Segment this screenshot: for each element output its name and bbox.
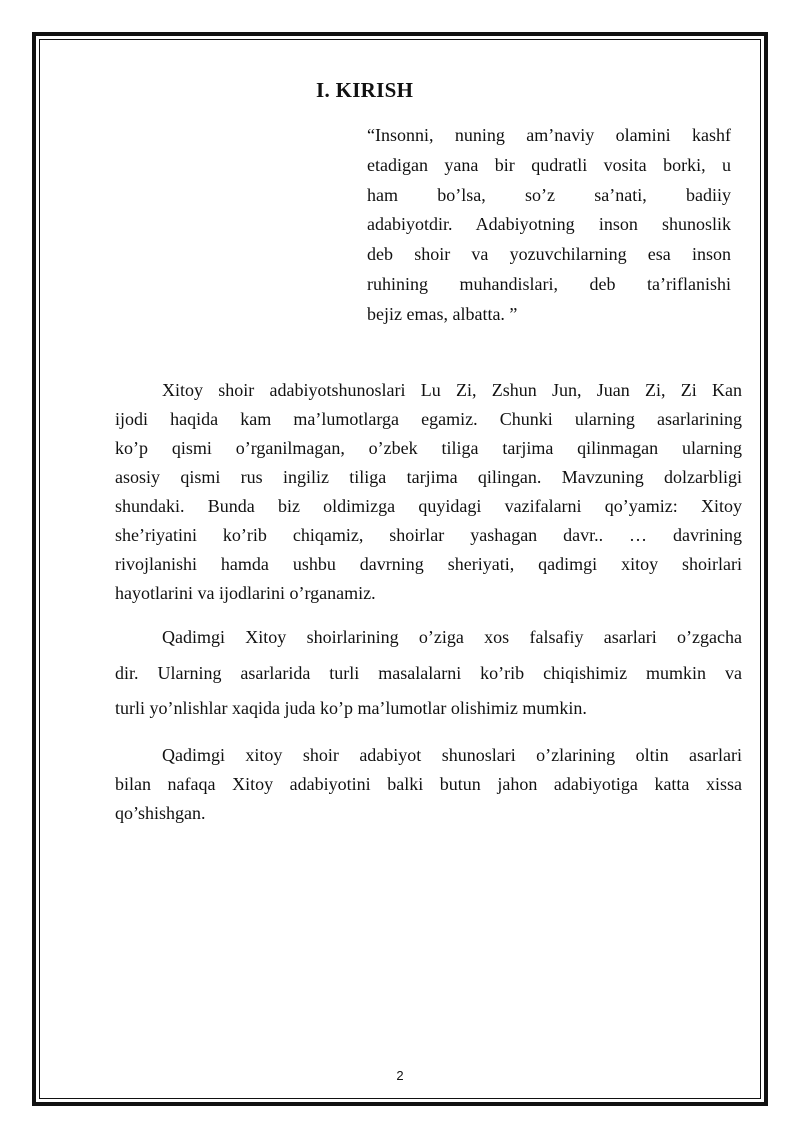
- paragraph-line: Qadimgi Xitoy shoirlarining o’ziga xos falsafiy asarlari o’zgacha: [162, 627, 742, 647]
- paragraph-3: [115, 741, 742, 828]
- paragraph-1: [115, 376, 742, 608]
- epigraph-line: ruhining muhandislari, deb ta’riflanishi: [367, 273, 731, 294]
- epigraph-line: “Insonni, nuning am’naviy olamini kashf: [367, 125, 731, 145]
- paragraph-line: rivojlanishi hamda ushbu davrning sheriyati, qadimgi xitoy shoirlari: [115, 554, 742, 574]
- paragraph-line: ijodi haqida kam ma’lumotlarga egamiz. Chunki ularning asarlarining: [115, 409, 742, 429]
- epigraph-line: bejiz emas, albatta. ”: [367, 303, 518, 324]
- paragraph-line: hayotlarini va ijodlarini o’rganamiz.: [115, 583, 376, 603]
- paragraph-line: bilan nafaqa Xitoy adabiyotini balki butun jahon adabiyotiga katta xissa: [115, 774, 742, 794]
- epigraph-quote: [367, 121, 731, 330]
- paragraph-line: asosiy qismi rus ingiliz tiliga tarjima qilingan. Mavzuning dolzarbligi: [115, 467, 742, 487]
- paragraph-line: Qadimgi xitoy shoir adabiyot shunoslari o’zlarining oltin asarlari: [162, 745, 742, 765]
- epigraph-line: deb shoir va yozuvchilarning esa inson: [367, 244, 731, 265]
- paragraph-line: turli yo’nlishlar xaqida juda ko’p ma’lumotlar olishimiz mumkin.: [115, 698, 587, 718]
- epigraph-line: adabiyotdir. Adabiyotning inson shunoslik: [367, 214, 731, 235]
- paragraph-line: dir. Ularning asarlarida turli masalalarni ko’rib chiqishimiz mumkin va: [115, 662, 742, 683]
- paragraph-2: [115, 620, 742, 727]
- epigraph-line: ham bo’lsa, so’z sa’nati, badiiy: [367, 184, 731, 205]
- paragraph-line: qo’shishgan.: [115, 803, 206, 823]
- paragraph-line: shundaki. Bunda biz oldimizga quyidagi vazifalarni qo’yamiz: Xitoy: [115, 496, 742, 516]
- paragraph-line: ko’p qismi o’rganilmagan, o’zbek tiliga tarjima qilinmagan ularning: [115, 438, 742, 458]
- paragraph-line: Xitoy shoir adabiyotshunoslari Lu Zi, Zshun Jun, Juan Zi, Zi Kan: [162, 380, 742, 400]
- epigraph-line: etadigan yana bir qudratli vosita borki, u: [367, 154, 731, 175]
- paragraph-line: she’riyatini ko’rib chiqamiz, shoirlar yashagan davr.. … davrining: [115, 525, 742, 545]
- section-heading: I. KIRISH: [316, 78, 414, 102]
- page-number: 2: [396, 1068, 404, 1083]
